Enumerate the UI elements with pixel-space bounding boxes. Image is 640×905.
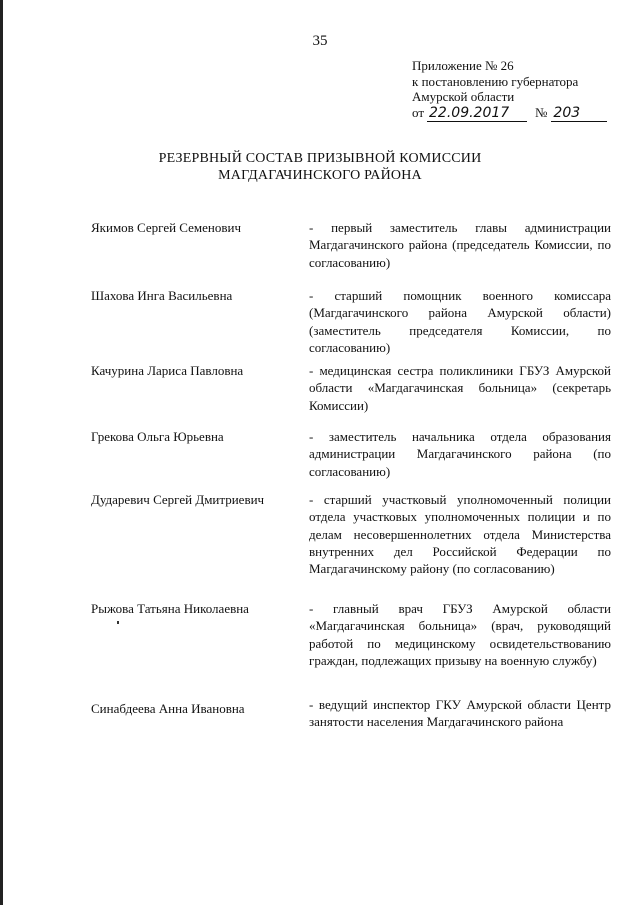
number-sign: № <box>535 104 548 120</box>
handwritten-number: 203 <box>551 106 607 122</box>
title-line-1: РЕЗЕРВНЫЙ СОСТАВ ПРИЗЫВНОЙ КОМИССИИ <box>158 151 482 166</box>
page-number: 35 <box>312 33 328 49</box>
member-name: Рыжова Татьяна Николаевна <box>91 601 249 616</box>
scan-edge <box>0 0 3 905</box>
appendix-line-1: Приложение № 26 <box>412 58 514 73</box>
member-name: Якимов Сергей Семенович <box>91 220 241 235</box>
member-duty: - старший участковый уполномоченный полиции отдела участковых уполномоченных полиции и по делам несовершеннолетних отдела Министерства внутренних дел Российской Федерации по Магдагачинскому району (по согласованию) <box>309 492 611 577</box>
appendix-line-2: к постановлению губернатора <box>412 73 579 89</box>
handwritten-date: 22.09.2017 <box>427 106 527 122</box>
appendix-block <box>412 58 607 122</box>
member-name: Шахова Инга Васильевна <box>91 288 233 303</box>
member-name: Качурина Лариса Павловна <box>91 363 244 378</box>
member-duty: - ведущий инспектор ГКУ Амурской области Центр занятости населения Магдагачинского района <box>309 697 611 730</box>
appendix-line-3: Амурской области <box>412 89 515 104</box>
appendix-date-line <box>412 105 607 122</box>
member-duty: - медицинская сестра поликлиники ГБУЗ Амурской области «Магдагачинская больница» (секретарь Комиссии) <box>309 363 611 413</box>
scan-speck <box>117 621 119 624</box>
member-duty: - первый заместитель главы администрации Магдагачинского района (председатель Комиссии, по согласованию) <box>309 220 611 270</box>
date-prefix: от <box>412 104 425 120</box>
member-duty: - старший помощник военного комиссара (Магдагачинского района Амурской области) (заместитель председателя Комиссии, по согласованию) <box>309 288 611 355</box>
member-name: Грекова Ольга Юрьевна <box>91 429 224 444</box>
title-line-2: МАГДАГАЧИНСКОГО РАЙОНА <box>218 168 422 183</box>
member-duty: - главный врач ГБУЗ Амурской области «Магдагачинская больница» (врач, руководящий работой по медицинскому освидетельствованию граждан, подлежащих призыву на военную службу) <box>309 601 611 668</box>
document-title <box>0 150 640 184</box>
member-name: Синабдеева Анна Ивановна <box>91 701 245 716</box>
member-duty: - заместитель начальника отдела образования администрации Магдагачинского района (по согласованию) <box>309 429 611 479</box>
member-name: Дударевич Сергей Дмитриевич <box>91 492 265 507</box>
